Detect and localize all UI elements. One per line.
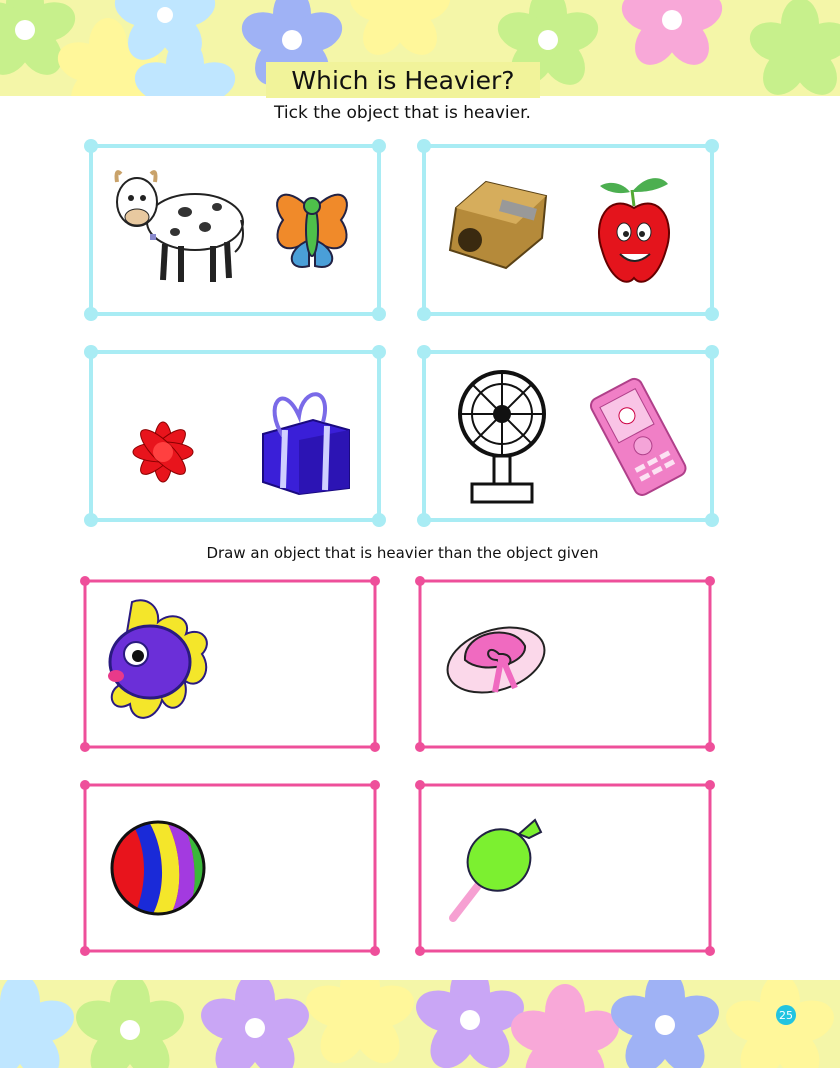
hat-icon	[443, 616, 549, 698]
gift-bow-icon	[125, 416, 201, 488]
bottom-flower-border	[0, 980, 840, 1068]
draw-instruction: Draw an object that is heavier than the object given	[206, 544, 599, 562]
tick-card-bow-giftbox[interactable]	[85, 346, 385, 526]
title-banner	[266, 62, 540, 98]
gift-box-icon	[253, 376, 353, 496]
draw-card-hat[interactable]	[415, 576, 715, 752]
sharpener-icon	[446, 178, 552, 270]
mobile-phone-icon	[588, 376, 692, 496]
butterfly-icon	[273, 180, 351, 276]
beach-ball-icon	[110, 820, 206, 916]
cow-icon	[105, 162, 245, 292]
page-title: Which is Heavier?	[291, 65, 515, 95]
draw-card-lollipop[interactable]	[415, 780, 715, 956]
tick-card-fan-phone[interactable]	[418, 346, 718, 526]
tick-card-sharpener-apple[interactable]	[418, 140, 718, 320]
tick-instruction: Tick the object that is heavier.	[274, 103, 531, 123]
page-number-badge: 25	[776, 1005, 796, 1025]
draw-card-ball[interactable]	[80, 780, 380, 956]
draw-card-fish[interactable]	[80, 576, 380, 752]
table-fan-icon	[456, 370, 548, 506]
apple-icon	[596, 170, 672, 288]
tick-card-cow-butterfly[interactable]	[85, 140, 385, 320]
fish-icon	[102, 596, 214, 732]
lollipop-icon	[445, 816, 545, 922]
